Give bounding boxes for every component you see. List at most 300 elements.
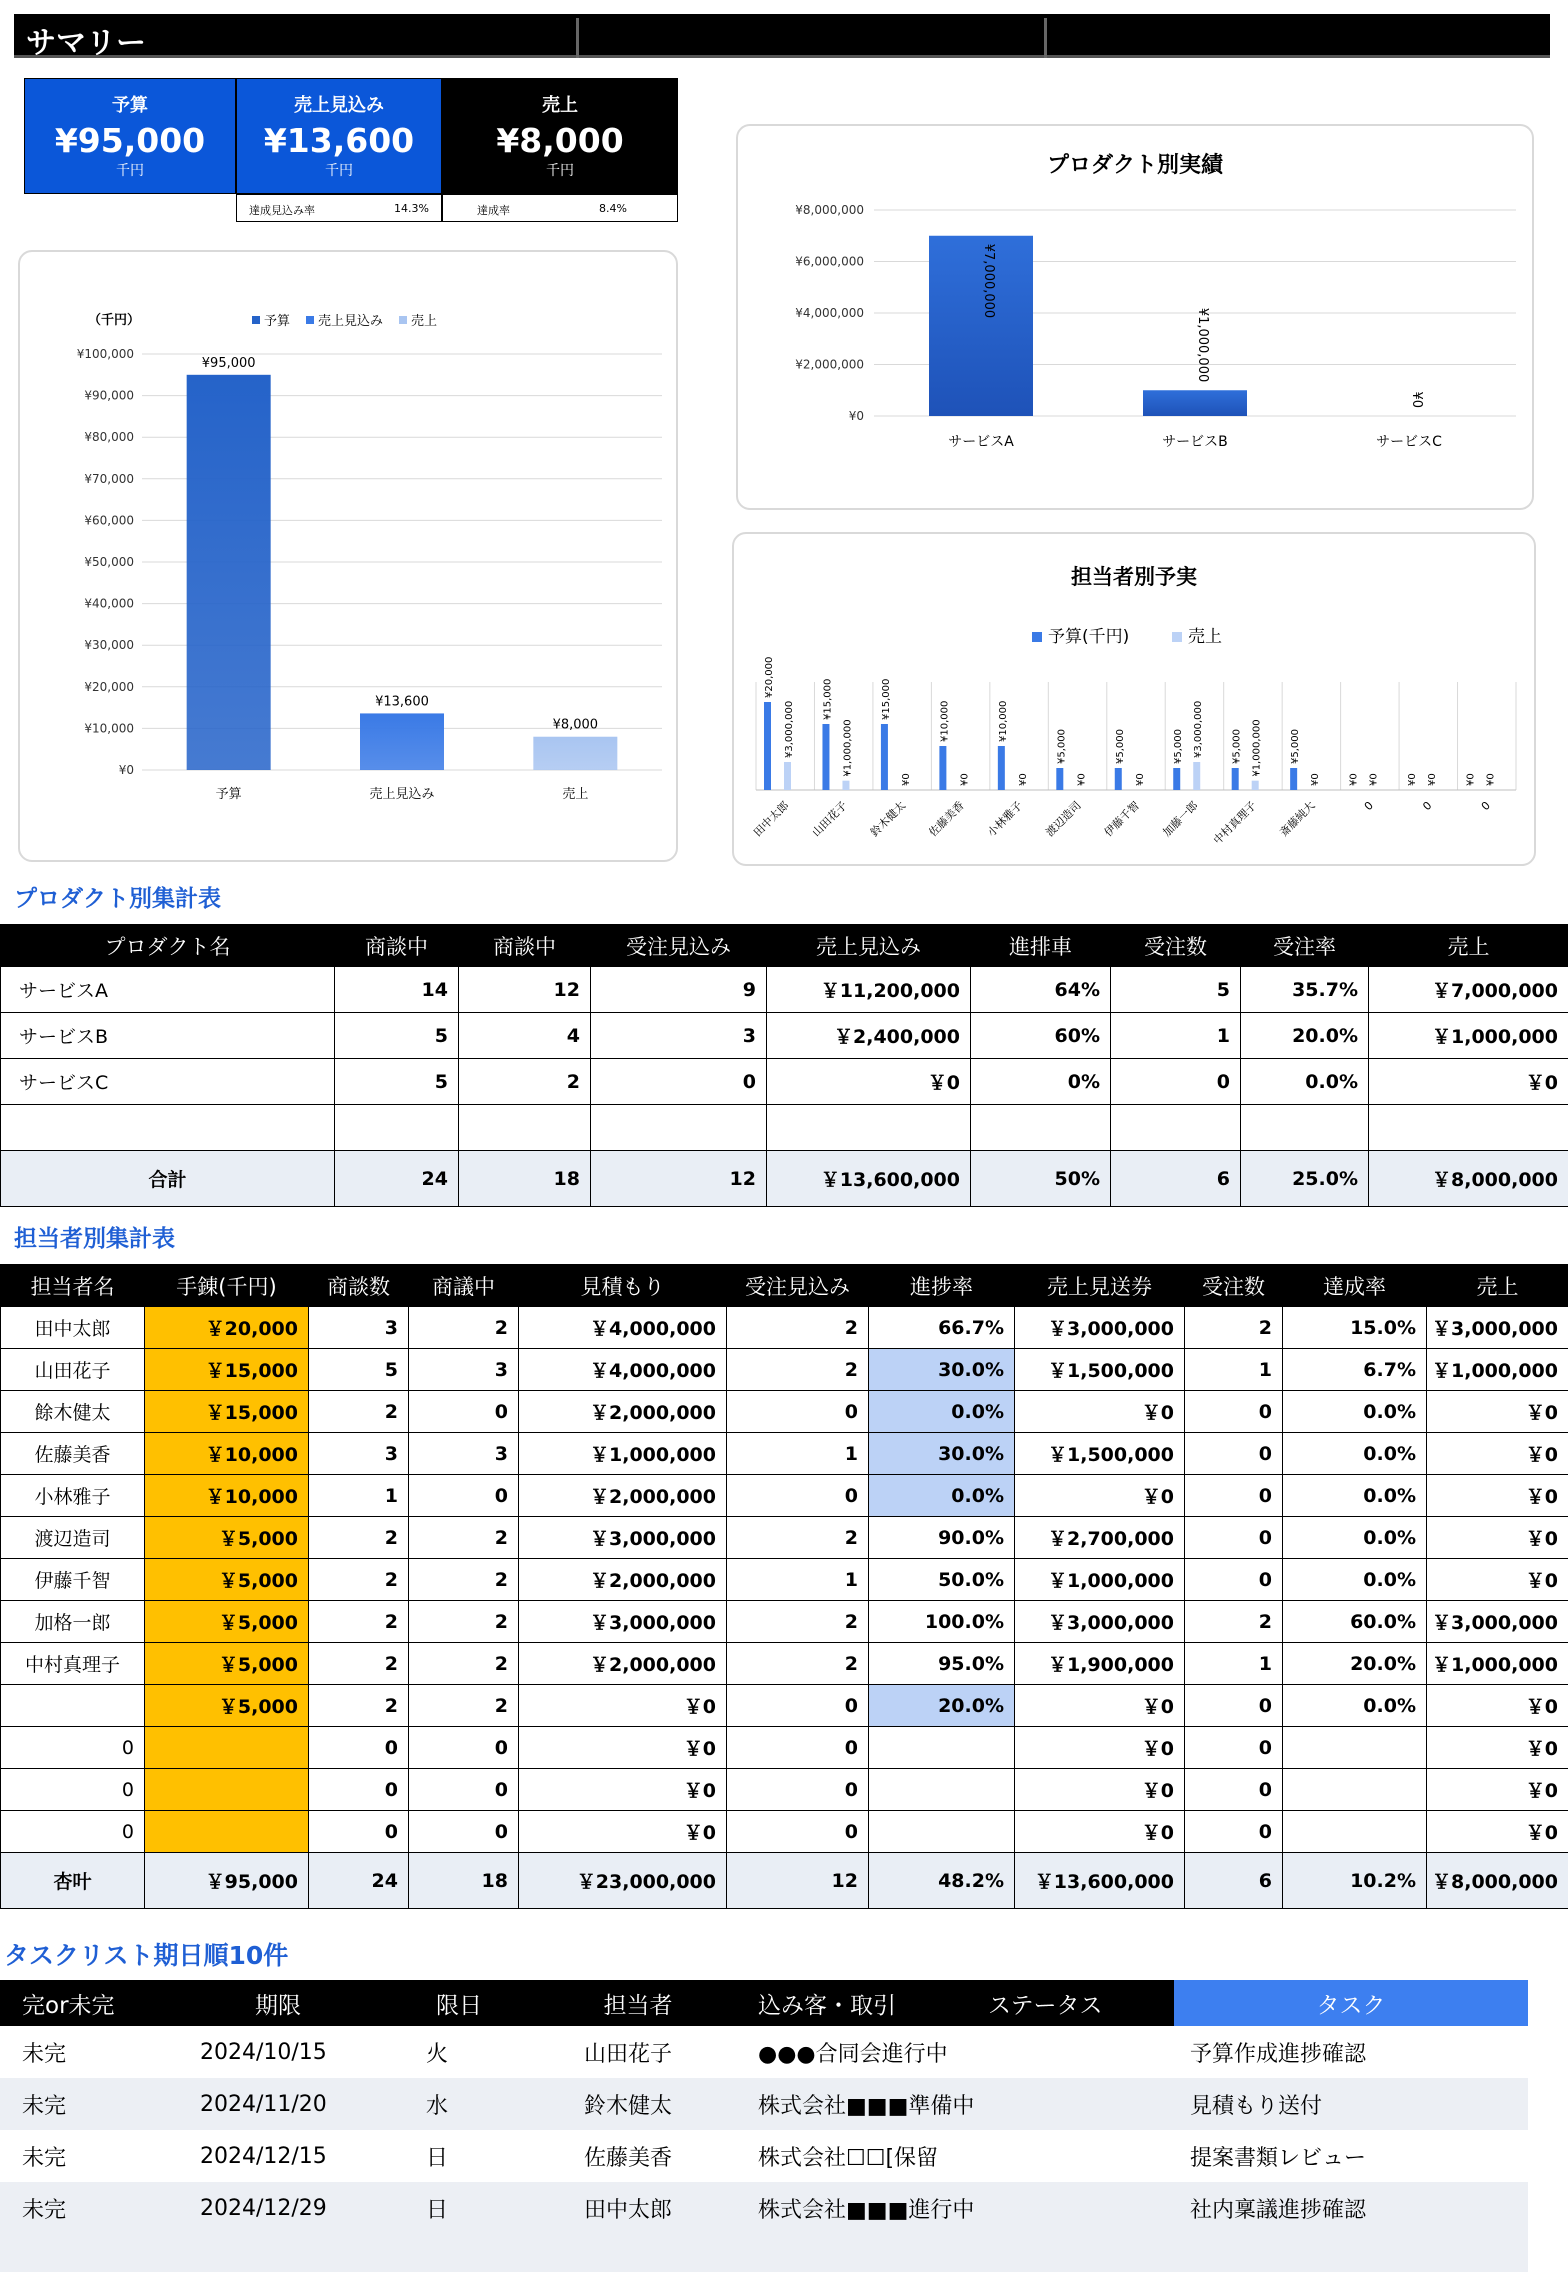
table-cell — [971, 1105, 1111, 1151]
y-tick-label: ¥10,000 — [84, 721, 134, 736]
table-cell — [1, 1685, 145, 1727]
table-row — [1, 1601, 1568, 1643]
y-tick-label: ¥50,000 — [84, 555, 134, 569]
table-cell: 4 — [459, 1013, 591, 1059]
table-cell: 66.7% — [869, 1307, 1015, 1349]
data-label: ¥0 — [1465, 773, 1477, 786]
total-cell: 24 — [335, 1151, 459, 1207]
x-tick-label: 予算 — [215, 787, 242, 802]
data-label: ¥8,000 — [552, 717, 599, 733]
table-cell: 30.0% — [869, 1433, 1015, 1475]
legend-swatch — [306, 316, 314, 324]
table-cell: 0 — [1185, 1811, 1283, 1853]
table-cell — [1283, 1769, 1427, 1811]
kpi-sales-rate-value: 8.4% — [599, 202, 627, 215]
table-row — [1, 1811, 1568, 1853]
table-cell: ￥5,000 — [145, 1643, 309, 1685]
table-row — [1, 1517, 1568, 1559]
chart-title: 担当者別予実 — [1071, 565, 1197, 589]
table-cell: 2 — [727, 1601, 869, 1643]
x-tick-label: 斎藤純大 — [1277, 798, 1318, 840]
table-cell: 100.0% — [869, 1601, 1015, 1643]
y-tick-label: ¥4,000,000 — [795, 306, 864, 320]
table-cell: ￥1,500,000 — [1015, 1349, 1185, 1391]
total-cell: 6 — [1111, 1151, 1241, 1207]
data-label: ¥3,000,000 — [784, 700, 795, 758]
data-label: ¥10,000 — [997, 700, 1009, 742]
total-cell: 12 — [727, 1853, 869, 1909]
table-cell: 2 — [459, 1059, 591, 1105]
table-cell: 0 — [409, 1475, 519, 1517]
column-header: 見積もり — [519, 1265, 727, 1307]
table-cell: ￥1,000,000 — [1015, 1559, 1185, 1601]
data-label: ¥5,000 — [1114, 729, 1126, 764]
table-cell: ￥0 — [519, 1727, 727, 1769]
y-tick-label: ¥0 — [118, 763, 134, 777]
task-cell — [178, 2234, 378, 2272]
table-cell: 3 — [309, 1433, 409, 1475]
table-cell: ￥11,200,000 — [767, 967, 971, 1013]
x-tick-label: サービスB — [1162, 434, 1228, 450]
task-cell: 日 — [378, 2182, 540, 2234]
x-tick-label: 売上 — [562, 787, 589, 802]
table-cell: 餘木健太 — [1, 1391, 145, 1433]
x-tick-label: 渡辺造司 — [1043, 798, 1084, 840]
table-cell: 30.0% — [869, 1349, 1015, 1391]
kpi-sales-unit: 千円 — [546, 163, 574, 179]
task-cell — [378, 2234, 540, 2272]
table-row — [1, 1769, 1568, 1811]
table-cell: ￥0 — [1427, 1391, 1568, 1433]
y-tick-label: ¥100,000 — [76, 347, 134, 361]
table-cell: ￥3,000,000 — [519, 1517, 727, 1559]
table-cell: ￥0 — [1427, 1475, 1568, 1517]
column-header: 売上見込み — [767, 925, 971, 967]
table-cell: 0 — [1111, 1059, 1241, 1105]
table-cell — [335, 1105, 459, 1151]
table-cell: ￥0 — [1015, 1685, 1185, 1727]
chart-title: プロダクト別実績 — [1046, 153, 1224, 178]
x-tick-label: 加藤一郎 — [1160, 798, 1201, 840]
table-cell: 0 — [409, 1769, 519, 1811]
bar — [929, 236, 1033, 416]
column-header: 受注数 — [1185, 1265, 1283, 1307]
table-cell — [145, 1769, 309, 1811]
data-label: ¥0 — [1368, 773, 1380, 786]
column-header: 完or未完 — [0, 1980, 178, 2026]
task-cell — [540, 2234, 736, 2272]
table-cell: 0.0% — [1283, 1517, 1427, 1559]
table-cell: 0 — [1, 1727, 145, 1769]
table-row — [1, 1349, 1568, 1391]
data-label: ¥15,000 — [822, 678, 834, 720]
kpi-forecast-rate — [236, 194, 442, 222]
table-cell: ￥4,000,000 — [519, 1307, 727, 1349]
task-cell — [966, 2130, 1174, 2182]
kpi-sales-value: ¥8,000 — [496, 121, 624, 160]
table-cell: ￥2,000,000 — [519, 1475, 727, 1517]
column-header: 手錬(千円) — [145, 1265, 309, 1307]
total-row — [1, 1151, 1568, 1207]
table-cell: ￥5,000 — [145, 1517, 309, 1559]
table-cell: 95.0% — [869, 1643, 1015, 1685]
table-row — [1, 1059, 1568, 1105]
total-cell: ￥23,000,000 — [519, 1853, 727, 1909]
legend-swatch — [399, 316, 407, 324]
task-cell: 2024/10/15 — [178, 2026, 378, 2078]
data-label: ¥20,000 — [764, 656, 775, 698]
table-cell: 6.7% — [1283, 1349, 1427, 1391]
table-cell: 佐藤美香 — [1, 1433, 145, 1475]
bar — [187, 375, 271, 770]
task-row — [0, 2182, 1528, 2234]
table-cell: 2 — [727, 1307, 869, 1349]
x-tick-label: 鈴木健太 — [867, 798, 909, 840]
table-cell: 2 — [309, 1517, 409, 1559]
table-cell: 5 — [309, 1349, 409, 1391]
table-cell: 2 — [727, 1349, 869, 1391]
column-header: 進排車 — [971, 925, 1111, 967]
table-row — [1, 967, 1568, 1013]
y-tick-label: ¥2,000,000 — [795, 357, 864, 372]
bar-sales — [1193, 762, 1200, 790]
data-label: ¥10,000 — [939, 700, 951, 742]
table-cell: ￥0 — [1369, 1059, 1568, 1105]
legend-entry: 売上 — [411, 314, 438, 329]
table-cell: 2 — [409, 1559, 519, 1601]
table-cell: 山田花子 — [1, 1349, 145, 1391]
column-header: 担当者 — [540, 1980, 736, 2026]
table-cell: 0 — [727, 1685, 869, 1727]
x-tick-label: 売上見込み — [369, 787, 435, 802]
task-row — [0, 2130, 1528, 2182]
table-cell: 田中太郎 — [1, 1307, 145, 1349]
bar-budget — [764, 702, 771, 790]
data-label: ¥0 — [1407, 773, 1419, 786]
task-cell: 水 — [378, 2078, 540, 2130]
table-cell: ￥5,000 — [145, 1601, 309, 1643]
table-row — [1, 1727, 1568, 1769]
table-cell: ￥15,000 — [145, 1349, 309, 1391]
kpi-panel — [24, 78, 680, 226]
column-header: ステータス — [966, 1980, 1174, 2026]
bar-sales — [1252, 781, 1259, 790]
title-bar — [14, 14, 1550, 61]
total-cell: ￥8,000,000 — [1369, 1151, 1568, 1207]
table-cell: 0 — [727, 1391, 869, 1433]
data-label: ¥1,000,000 — [842, 719, 854, 777]
title-divider — [1044, 18, 1047, 58]
legend-entry: 売上見込み — [318, 314, 384, 329]
legend-swatch — [1172, 632, 1182, 642]
x-tick-label: 山田花子 — [809, 798, 850, 840]
table-cell: ￥2,400,000 — [767, 1013, 971, 1059]
column-header: 売上 — [1427, 1265, 1568, 1307]
table-cell: 50.0% — [869, 1559, 1015, 1601]
column-header: 売上見送券 — [1015, 1265, 1185, 1307]
column-header: 商談数 — [309, 1265, 409, 1307]
table-cell: ￥7,000,000 — [1369, 967, 1568, 1013]
task-cell — [736, 2234, 966, 2272]
product-table-title: プロダクト別集計表 — [14, 886, 221, 912]
data-label: ¥0 — [1427, 773, 1439, 786]
y-tick-label: ¥90,000 — [84, 388, 134, 403]
staff-table — [0, 1264, 1568, 1909]
bar-budget — [1056, 768, 1063, 790]
table-cell: 0 — [1185, 1769, 1283, 1811]
product-chart-panel — [736, 124, 1534, 510]
table-cell — [145, 1727, 309, 1769]
data-label: ¥0 — [1485, 773, 1497, 786]
bar-budget — [1115, 768, 1122, 790]
column-header: 売上 — [1369, 925, 1568, 967]
table-cell: 1 — [1185, 1349, 1283, 1391]
table-cell: 12 — [459, 967, 591, 1013]
table-cell: 中村真理子 — [1, 1643, 145, 1685]
table-cell: 0 — [1, 1769, 145, 1811]
kpi-sales-rate-label: 達成率 — [477, 204, 510, 217]
x-tick-label: 田中太郎 — [751, 798, 792, 840]
table-cell — [145, 1811, 309, 1853]
column-header: 商談中 — [335, 925, 459, 967]
bar-budget — [1173, 768, 1180, 790]
table-cell: 9 — [591, 967, 767, 1013]
table-cell: 0 — [1185, 1475, 1283, 1517]
table-cell: ￥10,000 — [145, 1475, 309, 1517]
column-header: 進捗率 — [869, 1265, 1015, 1307]
column-header: 担当者名 — [1, 1265, 145, 1307]
column-header: 期限 — [178, 1980, 378, 2026]
table-cell: 2 — [309, 1643, 409, 1685]
table-cell: ￥0 — [1427, 1433, 1568, 1475]
data-label: ¥0 — [1134, 773, 1146, 786]
table-row — [1, 1433, 1568, 1475]
table-cell: 加格一郎 — [1, 1601, 145, 1643]
table-cell: ￥3,000,000 — [1427, 1307, 1568, 1349]
x-tick-label: 佐藤美香 — [926, 798, 967, 840]
kpi-forecast-rate-value: 14.3% — [394, 202, 429, 215]
table-cell: 0.0% — [1283, 1433, 1427, 1475]
column-header: 商議中 — [409, 1265, 519, 1307]
task-cell: 田中太郎 — [540, 2182, 736, 2234]
kpi-sales-label: 売上 — [542, 95, 578, 116]
table-cell: 2 — [309, 1559, 409, 1601]
table-cell — [459, 1105, 591, 1151]
table-cell: サービスA — [1, 967, 335, 1013]
table-cell: ￥0 — [1015, 1475, 1185, 1517]
table-cell: 0 — [1185, 1433, 1283, 1475]
column-header: プロダクト名 — [1, 925, 335, 967]
table-cell: 60% — [971, 1013, 1111, 1059]
table-cell — [1, 1105, 335, 1151]
task-table-title: タスクリスト期日順10件 — [4, 1941, 289, 1970]
table-cell: ￥5,000 — [145, 1685, 309, 1727]
task-cell: 日 — [378, 2130, 540, 2182]
table-cell: ￥3,000,000 — [1015, 1601, 1185, 1643]
table-cell: 0.0% — [1283, 1559, 1427, 1601]
total-cell: 25.0% — [1241, 1151, 1369, 1207]
table-cell: 5 — [1111, 967, 1241, 1013]
table-cell: ￥2,700,000 — [1015, 1517, 1185, 1559]
total-cell: ￥13,600,000 — [1015, 1853, 1185, 1909]
column-header: 受注率 — [1241, 925, 1369, 967]
y-tick-label: ¥80,000 — [84, 430, 134, 445]
total-row — [1, 1853, 1568, 1909]
data-label: ¥5,000 — [1056, 729, 1068, 764]
table-cell: ￥2,000,000 — [519, 1391, 727, 1433]
table-cell: 0 — [1185, 1685, 1283, 1727]
task-cell: 2024/12/29 — [178, 2182, 378, 2234]
task-cell: 社内稟議進捗確認 — [1174, 2182, 1528, 2234]
task-table — [0, 1980, 1528, 2272]
data-label: ¥5,000 — [1290, 729, 1302, 764]
data-label: ¥1,000,000 — [1195, 307, 1210, 383]
total-cell: 12 — [591, 1151, 767, 1207]
table-cell: 2 — [309, 1391, 409, 1433]
table-cell — [869, 1811, 1015, 1853]
table-cell: 35.7% — [1241, 967, 1369, 1013]
task-cell: 株式会社■■■進行中 — [736, 2182, 966, 2234]
bar — [360, 713, 444, 770]
data-label: ¥0 — [959, 773, 971, 786]
task-cell — [0, 2234, 178, 2272]
table-cell: ￥0 — [1427, 1685, 1568, 1727]
x-tick-label: 伊藤千智 — [1101, 798, 1143, 840]
table-cell: ￥2,000,000 — [519, 1643, 727, 1685]
kpi-budget — [24, 78, 236, 194]
task-cell: 未完 — [0, 2182, 178, 2234]
kpi-forecast-value: ¥13,600 — [263, 121, 415, 160]
summary-chart — [20, 252, 676, 860]
x-tick-label: 0 — [1420, 798, 1435, 814]
column-header: 込み客・取引 — [736, 1980, 966, 2026]
data-label: ¥1,000,000 — [1251, 719, 1263, 777]
table-cell: 2 — [309, 1601, 409, 1643]
data-label: ¥0 — [1348, 773, 1360, 786]
table-cell: 1 — [727, 1559, 869, 1601]
table-cell: 0 — [409, 1811, 519, 1853]
x-tick-label: サービスC — [1376, 434, 1442, 450]
table-cell — [869, 1727, 1015, 1769]
data-label: ¥95,000 — [201, 355, 256, 371]
task-cell: 提案書類レビュー — [1174, 2130, 1528, 2182]
table-cell: ￥0 — [519, 1685, 727, 1727]
table-cell: 0.0% — [1283, 1475, 1427, 1517]
table-cell: 2 — [409, 1517, 519, 1559]
x-tick-label: 0 — [1478, 798, 1493, 814]
table-cell — [767, 1105, 971, 1151]
x-tick-label: 中村真理子 — [1210, 798, 1260, 848]
task-row-empty — [0, 2234, 1528, 2272]
page-title: サマリー — [26, 26, 146, 61]
total-cell: 18 — [459, 1151, 591, 1207]
task-cell: ●●●合同会進行中 — [736, 2026, 966, 2078]
table-row — [1, 1307, 1568, 1349]
task-cell: 未完 — [0, 2130, 178, 2182]
column-header: 達成率 — [1283, 1265, 1427, 1307]
bar — [1143, 390, 1247, 416]
column-header: 受注見込み — [591, 925, 767, 967]
kpi-forecast — [236, 78, 442, 194]
task-cell: 鈴木健太 — [540, 2078, 736, 2130]
y-tick-label: ¥70,000 — [84, 471, 134, 486]
legend-entry: 予算(千円) — [1048, 627, 1130, 647]
table-cell: 0 — [727, 1475, 869, 1517]
table-cell: ￥3,000,000 — [519, 1601, 727, 1643]
task-row — [0, 2026, 1528, 2078]
x-tick-label: 小林雅子 — [984, 798, 1026, 840]
table-cell: ￥0 — [1015, 1769, 1185, 1811]
bar-sales — [842, 781, 849, 790]
legend-entry: 売上 — [1188, 627, 1222, 647]
table-cell: ￥0 — [1015, 1727, 1185, 1769]
task-cell: 予算作成進捗確認 — [1174, 2026, 1528, 2078]
table-cell: 0 — [727, 1769, 869, 1811]
table-cell: サービスB — [1, 1013, 335, 1059]
table-cell: 5 — [335, 1059, 459, 1105]
title-divider — [576, 18, 579, 58]
data-label: ¥7,000,000 — [981, 243, 996, 319]
table-row — [1, 1643, 1568, 1685]
table-cell: 0 — [309, 1811, 409, 1853]
data-label: ¥13,600 — [375, 694, 429, 710]
table-cell: ￥0 — [1015, 1811, 1185, 1853]
staff-chart-panel — [732, 532, 1536, 866]
kpi-sales — [442, 78, 678, 194]
task-cell: 株式会社☐☐[保留 — [736, 2130, 966, 2182]
table-cell: 14 — [335, 967, 459, 1013]
table-cell: ￥0 — [1427, 1769, 1568, 1811]
x-tick-label: サービスA — [948, 434, 1014, 450]
y-tick-label: ¥20,000 — [84, 679, 134, 694]
table-cell: 2 — [1185, 1601, 1283, 1643]
table-cell: 2 — [727, 1517, 869, 1559]
table-cell: 0 — [1185, 1517, 1283, 1559]
table-cell: 2 — [409, 1643, 519, 1685]
legend-entry: 予算 — [264, 314, 291, 329]
task-cell: 2024/12/15 — [178, 2130, 378, 2182]
task-cell — [966, 2078, 1174, 2130]
table-row — [1, 1475, 1568, 1517]
task-cell — [966, 2234, 1174, 2272]
y-tick-label: ¥6,000,000 — [795, 254, 864, 269]
table-cell: 渡辺造司 — [1, 1517, 145, 1559]
task-cell: 株式会社■■■準備中 — [736, 2078, 966, 2130]
y-tick-label: ¥30,000 — [84, 638, 134, 653]
table-cell — [1111, 1105, 1241, 1151]
table-cell: 0.0% — [1283, 1685, 1427, 1727]
table-cell: 伊藤千智 — [1, 1559, 145, 1601]
table-cell: 1 — [727, 1433, 869, 1475]
data-label: ¥5,000 — [1173, 729, 1185, 764]
table-cell: 0 — [727, 1727, 869, 1769]
task-row — [0, 2078, 1528, 2130]
column-header: 受注数 — [1111, 925, 1241, 967]
table-row — [1, 1685, 1568, 1727]
total-cell: 50% — [971, 1151, 1111, 1207]
table-cell: ￥0 — [1427, 1811, 1568, 1853]
table-row — [1, 1559, 1568, 1601]
table-cell: 0 — [1185, 1727, 1283, 1769]
kpi-sales-rate — [442, 194, 678, 222]
table-cell: 0.0% — [869, 1391, 1015, 1433]
column-header: 限日 — [378, 1980, 540, 2026]
table-cell: ￥3,000,000 — [1015, 1307, 1185, 1349]
table-cell: ￥0 — [767, 1059, 971, 1105]
kpi-forecast-label: 売上見込み — [294, 95, 384, 116]
table-cell: ￥5,000 — [145, 1559, 309, 1601]
legend-swatch — [252, 316, 260, 324]
